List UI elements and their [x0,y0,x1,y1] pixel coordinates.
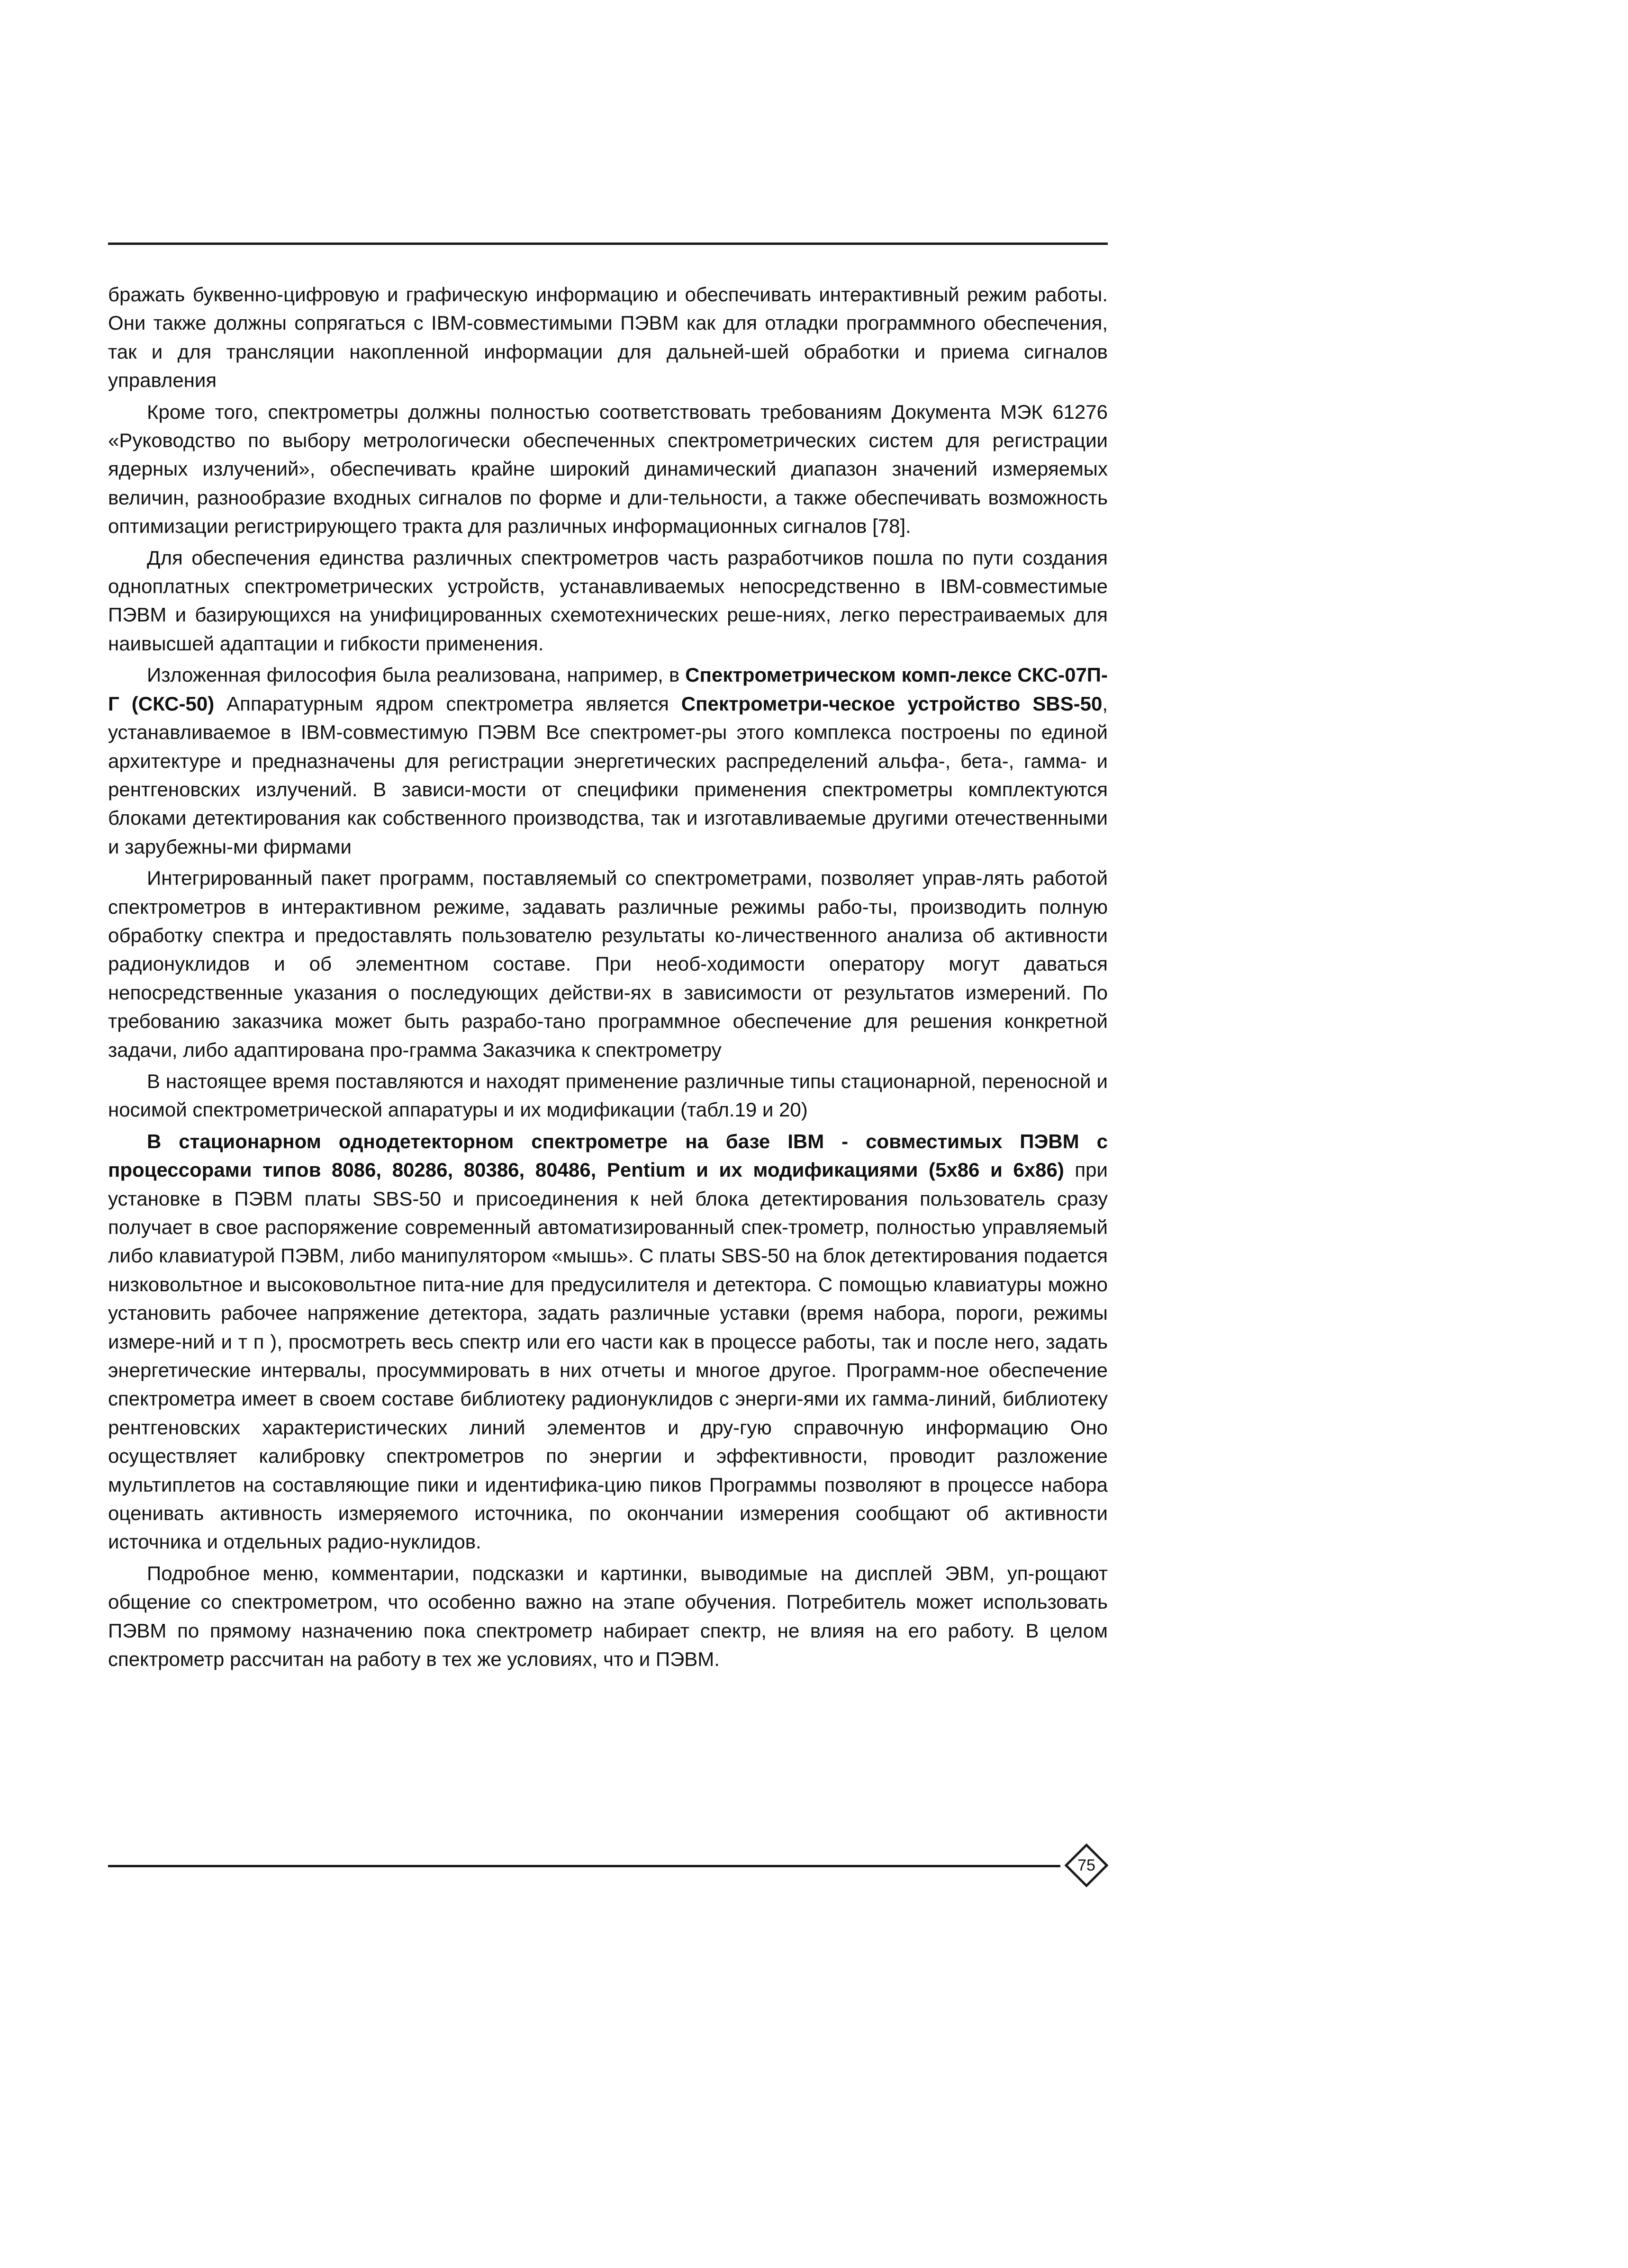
text-run: Подробное меню, комментарии, подсказки и картинки, выводимые на дисплей ЭВМ, уп-рощают общение со спектрометром, что особенно важно на этапе обучения. Потребитель может использовать ПЭВМ по прямому назначению пока спектрометр набирает спектр, не влияя на его работу. В целом спектрометр рассчитан на работу в тех же условиях, что и ПЭВМ. [108,1562,1108,1671]
text-run: Интегрированный пакет программ, поставляемый со спектрометрами, позволяет управ-лять работой спектрометров в интерактивном режиме, задавать различные режимы рабо-ты, производить полную обработку спектра и предоставлять пользователю результаты ко-личественного анализа об активности радионуклидов и об элементном составе. При необ-ходимости оператору могут даваться непосредственные указания о последующих действи-ях в зависимости от результатов измерений. По требованию заказчика может быть разрабо-тано программное обеспечение для решения конкретной задачи, либо адаптирована про-грамма Заказчика к спектрометру [108,867,1108,1061]
paragraph-8 [108,1559,1108,1674]
paragraph-5 [108,864,1108,1064]
text-run: при установке в ПЭВМ платы SBS-50 и присоединения к ней блока детектирования пользователь сразу получает в свое распоряжение современный автоматизированный спек-трометр, полностью управляемый либо клавиатурой ПЭВМ, либо манипулятором «мышь». С платы SBS-50 на блок детектирования подается низковольтное и высоковольтное пита-ние для предусилителя и детектора. С помощью клавиатуры можно установить рабочее напряжение детектора, задать различные уставки (время набора, пороги, режимы измере-ний и т п ), просмотреть весь спектр или его части как в процессе работы, так и после него, задать энергетические интервалы, просуммировать в них отчеты и многое другое. Программ-ное обеспечение спектрометра имеет в своем составе библиотеку радионуклидов с энерги-ями их гамма-линий, библиотеку рентгеновских характеристических линий элементов и дру-гую справочную информацию Оно осуществляет калибровку спектрометров по энергии и эффективности, проводит разложение мультиплетов на составляющие пики и идентифика-цию пиков Программы позволяют в процессе набора оценивать активность измеряемого источника, по окончании измерения сообщают об активности источника и отдельных радио-нуклидов. [108,1159,1108,1553]
page-number: 75 [1077,1856,1095,1874]
bold-text: Спектрометри-ческое устройство SBS-50 [681,692,1103,715]
paragraph-7 [108,1127,1108,1557]
bold-text: В стационарном однодетекторном спектрометре на базе IBM - совместимых ПЭВМ с процессорами типов 8086, 80286, 80386, 80486, Pentium и их модификациями (5х86 и 6х86) [108,1130,1108,1181]
text-run: В настоящее время поставляются и находят применение различные типы стационарной, переносной и носимой спектрометрической аппаратуры и их модификации (табл.19 и 20) [108,1070,1108,1121]
body-text [108,280,1108,1674]
top-rule [108,243,1108,245]
paragraph-2 [108,398,1108,541]
paragraph-1 [108,280,1108,395]
text-run: Аппаратурным ядром спектрометра является [214,692,681,715]
bottom-rule [108,1865,1060,1867]
paragraph-6 [108,1067,1108,1125]
text-run: бражать буквенно-цифровую и графическую информацию и обеспечивать интерактивный режим работы. Они также должны сопрягаться с IBM-совместимыми ПЭВМ как для отладки программного обеспечения, так и для трансляции накопленной информации для дальней-шей обработки и приема сигналов управления [108,283,1108,392]
text-run: Изложенная философия была реализована, например, в [147,664,686,686]
bold-text: Спектрометрическом комп-лексе СКС-07П-Г (СКС-50) [108,664,1108,715]
paragraph-4 [108,661,1108,861]
paragraph-3 [108,544,1108,658]
text-run: Для обеспечения единства различных спектрометров часть разработчиков пошла по пути создания одноплатных спектрометрических устройств, устанавливаемых непосредственно в IBM-совместимые ПЭВМ и базирующихся на унифицированных схемотехнических реше-ниях, легко перестраиваемых для наивысшей адаптации и гибкости применения. [108,546,1108,655]
page-number-mark [1063,1842,1110,1889]
text-run: , устанавливаемое в IBM-совместимую ПЭВМ Все спектромет-ры этого комплекса построены по единой архитектуре и предназначены для регистрации энергетических распределений альфа-, бета-, гамма- и рентгеновских излучений. В зависи-мости от специфики применения спектрометры комплектуются блоками детектирования как собственного производства, так и изготавливаемые другими отечественными и зарубежны-ми фирмами [108,692,1108,858]
text-run: Кроме того, спектрометры должны полностью соответствовать требованиям Документа МЭК 61276 «Руководство по выбору метрологически обеспеченных спектрометрических систем для регистрации ядерных излучений», обеспечивать крайне широкий динамический диапазон значений измеряемых величин, разнообразие входных сигналов по форме и дли-тельности, а также обеспечивать возможность оптимизации регистрирующего тракта для различных информационных сигналов [78]. [108,400,1108,538]
